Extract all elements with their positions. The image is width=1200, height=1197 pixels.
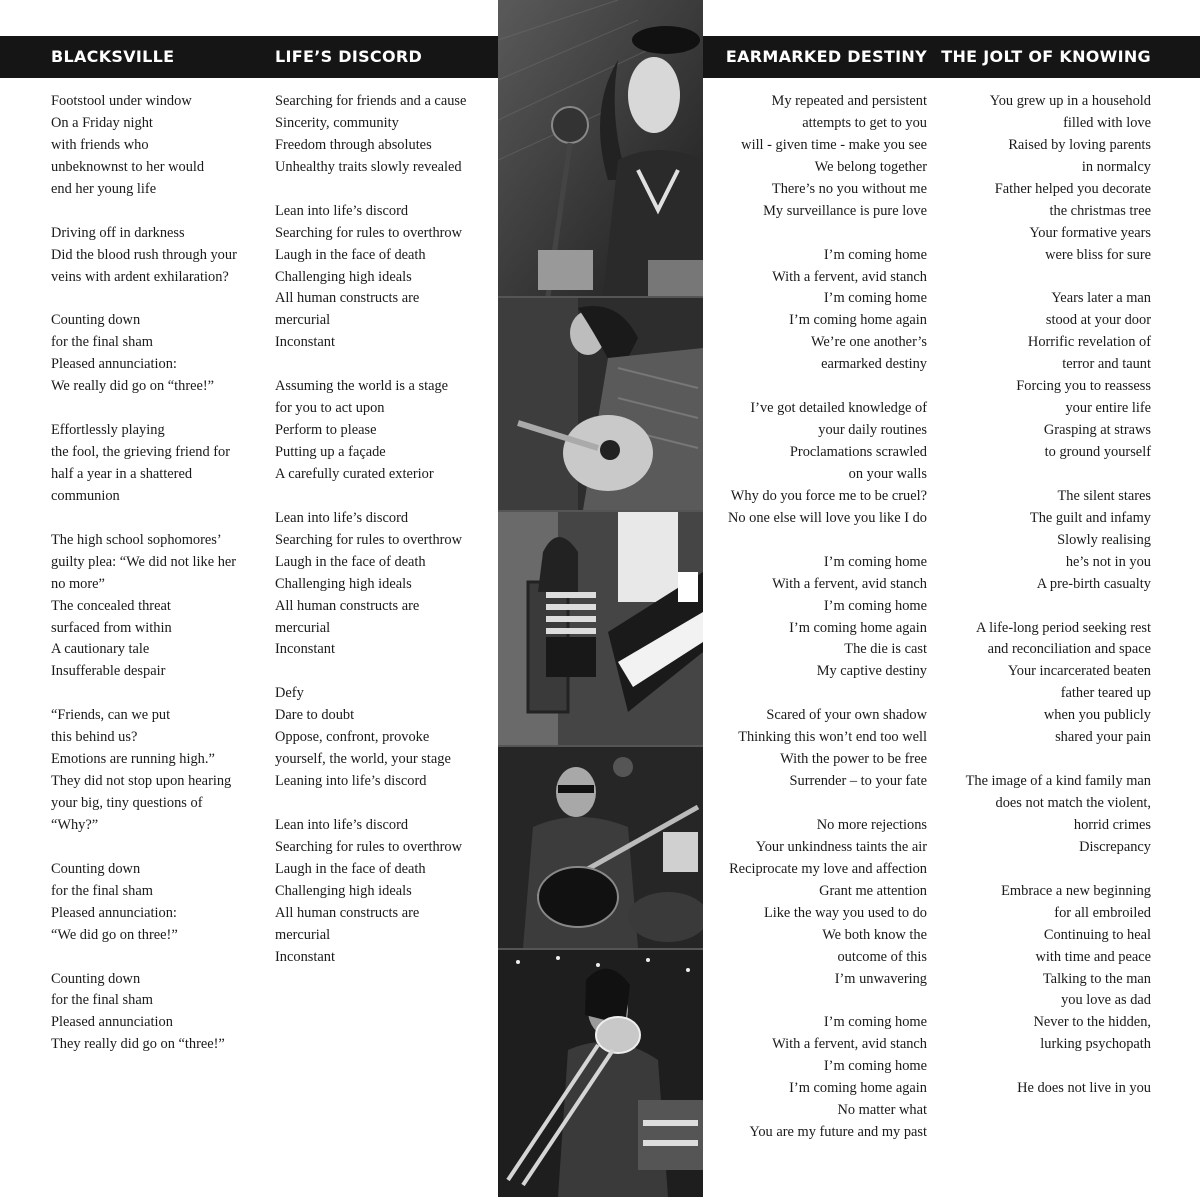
lyric-line: will - given time - make you see xyxy=(741,136,927,153)
photo-strip xyxy=(498,0,703,1197)
lyric-line: Challenging high ideals xyxy=(275,268,412,285)
lyric-line: yourself, the world, your stage xyxy=(275,751,451,768)
lyric-line: I’m unwavering xyxy=(834,970,927,987)
stanza-break xyxy=(275,486,493,508)
lyric-line: Embrace a new beginning xyxy=(1001,882,1151,899)
lyric-line: Oppose, confront, provoke xyxy=(275,729,430,746)
lyric-line: Sincerity, community xyxy=(275,114,399,131)
lyric-line: no more” xyxy=(51,575,105,592)
lyric-line: stood at your door xyxy=(1045,312,1151,329)
stanza-break xyxy=(51,201,271,223)
lyric-line: “We did go on three!” xyxy=(51,926,178,943)
stanza-break xyxy=(707,683,927,705)
lyric-line: Laugh in the face of death xyxy=(275,553,426,570)
lyric-line: Thinking this won’t end too well xyxy=(738,729,927,746)
lyric-line: shared your pain xyxy=(1055,729,1151,746)
lyric-line: Continuing to heal xyxy=(1043,926,1151,943)
lyric-line: outcome of this xyxy=(837,948,927,965)
stanza-break xyxy=(707,376,927,398)
stanza-break xyxy=(707,530,927,552)
lyric-line: terror and taunt xyxy=(1062,356,1151,373)
lyric-line: With a fervent, avid stanch xyxy=(772,268,927,285)
lyric-line: A pre-birth casualty xyxy=(1036,575,1151,592)
lyric-line: With the power to be free xyxy=(780,751,927,768)
lyric-line: Lean into life’s discord xyxy=(275,509,409,526)
lyric-line: mercurial xyxy=(275,926,331,943)
lyric-line: for all embroiled xyxy=(1054,904,1151,921)
lyrics-jolt-of-knowing xyxy=(940,91,1151,1100)
lyric-line: Putting up a façade xyxy=(275,444,386,460)
lyric-line: Assuming the world is a stage xyxy=(275,378,449,395)
title-lifes-discord: LIFE’S DISCORD xyxy=(275,47,423,66)
lyric-line: father teared up xyxy=(1060,685,1151,702)
lyric-line: Counting down xyxy=(51,970,141,987)
lyric-line: “Friends, can we put xyxy=(51,707,171,724)
lyric-line: Searching for rules to overthrow xyxy=(275,224,463,241)
title-blacksville: BLACKSVILLE xyxy=(51,47,175,66)
lyric-line: He does not live in you xyxy=(1017,1080,1151,1097)
lyric-line: There’s no you without me xyxy=(771,180,927,197)
lyric-line: horrid crimes xyxy=(1073,816,1151,833)
lyric-line: Counting down xyxy=(51,860,141,877)
lyric-line: I’m coming home again xyxy=(789,312,927,329)
lyric-line: My repeated and persistent xyxy=(771,93,927,109)
lyric-line: No one else will love you like I do xyxy=(727,509,927,526)
stanza-break xyxy=(940,749,1151,771)
lyric-line: “Why?” xyxy=(51,816,99,833)
lyric-line: to ground yourself xyxy=(1044,444,1151,460)
lyric-line: The guilt and infamy xyxy=(1029,509,1151,526)
lyric-line: the christmas tree xyxy=(1049,202,1151,219)
lyric-line: Searching for rules to overthrow xyxy=(275,531,463,548)
lyric-line: veins with ardent exhilaration? xyxy=(51,268,229,285)
lyric-line: for the final sham xyxy=(51,882,153,899)
lyric-line: I’m coming home xyxy=(823,290,927,307)
lyric-line: filled with love xyxy=(1063,114,1151,131)
lyric-line: The high school sophomores’ xyxy=(51,531,222,548)
lyric-line: Your formative years xyxy=(1029,224,1151,241)
lyric-line: On a Friday night xyxy=(51,114,153,131)
bassist-photo xyxy=(498,747,703,950)
lyric-line: attempts to get to you xyxy=(802,114,927,131)
lyric-line: No more rejections xyxy=(816,816,927,833)
lyric-line: A cautionary tale xyxy=(51,641,150,658)
lyric-line: I’m coming home xyxy=(823,1058,927,1075)
lyric-line: I’m coming home again xyxy=(789,1080,927,1097)
lyric-line: Years later a man xyxy=(1051,290,1151,307)
stanza-break xyxy=(940,859,1151,881)
lyric-line: does not match the violent, xyxy=(995,795,1151,811)
lyric-line: Discrepancy xyxy=(1079,838,1151,855)
pianist-photo xyxy=(498,512,703,747)
lyric-line: Inconstant xyxy=(275,334,335,351)
lyric-line: Like the way you used to do xyxy=(763,904,927,921)
lyric-line: unbeknownst to her would xyxy=(51,158,205,175)
stanza-break xyxy=(51,683,271,705)
lyric-line: mercurial xyxy=(275,619,331,636)
lyric-line: Freedom through absolutes xyxy=(275,136,432,153)
lyric-line: Never to the hidden, xyxy=(1033,1014,1151,1031)
lyric-line: for you to act upon xyxy=(275,400,385,417)
lyric-line: We belong together xyxy=(814,158,927,175)
lyric-line: lurking psychopath xyxy=(1040,1036,1151,1053)
lyric-line: on your walls xyxy=(848,465,927,482)
lyric-line: Grant me attention xyxy=(819,882,927,899)
lyric-line: We’re one another’s xyxy=(810,334,927,351)
lyric-line: Challenging high ideals xyxy=(275,882,412,899)
lyric-line: The silent stares xyxy=(1057,487,1151,504)
lyric-line: Father helped you decorate xyxy=(994,180,1151,197)
lyric-line: All human constructs are xyxy=(275,904,420,921)
lyric-line: for the final sham xyxy=(51,334,153,351)
lyric-line: With a fervent, avid stanch xyxy=(772,575,927,592)
lyric-line: Inconstant xyxy=(275,948,335,965)
lyric-line: guilty plea: “We did not like her xyxy=(51,553,237,570)
stanza-break xyxy=(940,1056,1151,1078)
lyric-line: Searching for rules to overthrow xyxy=(275,838,463,855)
lyric-line: and reconciliation and space xyxy=(987,641,1151,658)
stanza-break xyxy=(275,793,493,815)
lyric-line: You grew up in a household xyxy=(989,93,1151,109)
stanza-break xyxy=(51,837,271,859)
lyric-line: Lean into life’s discord xyxy=(275,816,409,833)
lyric-line: All human constructs are xyxy=(275,597,420,614)
lyric-line: with friends who xyxy=(51,136,149,153)
lyric-line: I’m coming home xyxy=(823,1014,927,1031)
lyric-line: A life-long period seeking rest xyxy=(975,619,1151,636)
lyric-line: Reciprocate my love and affection xyxy=(729,860,927,877)
lyric-line: were bliss for sure xyxy=(1045,246,1151,263)
lyric-line: communion xyxy=(51,487,120,504)
lyric-line: with time and peace xyxy=(1035,948,1151,965)
lyric-line: I’m coming home xyxy=(823,246,927,263)
lyric-line: Pleased annunciation: xyxy=(51,356,177,373)
lyric-line: Proclamations scrawled xyxy=(789,444,927,460)
lyric-line: Pleased annunciation: xyxy=(51,904,177,921)
lyrics-lifes-discord xyxy=(275,91,493,969)
stanza-break xyxy=(940,596,1151,618)
lyric-line: Scared of your own shadow xyxy=(766,707,927,724)
stanza-break xyxy=(51,947,271,969)
lyric-line: he’s not in you xyxy=(1065,553,1151,570)
lyric-line: Inconstant xyxy=(275,641,335,658)
lyric-line: Defy xyxy=(275,685,304,702)
lyric-line: I’m coming home again xyxy=(789,619,927,636)
lyric-line: half a year in a shattered xyxy=(51,465,193,482)
lyric-line: I’m coming home xyxy=(823,597,927,614)
stanza-break xyxy=(275,179,493,201)
lyric-line: Unhealthy traits slowly revealed xyxy=(275,158,462,175)
lyric-line: Your unkindness taints the air xyxy=(755,838,927,855)
lyric-line: Counting down xyxy=(51,312,141,329)
lyric-line: mercurial xyxy=(275,312,331,329)
lyric-line: Effortlessly playing xyxy=(51,422,165,439)
lyric-line: Driving off in darkness xyxy=(51,224,185,241)
lyric-line: Perform to please xyxy=(275,422,377,439)
stanza-break xyxy=(275,354,493,376)
lyric-line: My captive destiny xyxy=(816,663,927,680)
lyric-line: for the final sham xyxy=(51,992,153,1009)
lyric-line: My surveillance is pure love xyxy=(763,202,927,219)
lyric-line: Forcing you to reassess xyxy=(1016,378,1151,395)
title-jolt-of-knowing: THE JOLT OF KNOWING xyxy=(941,47,1151,66)
lyric-line: Dare to doubt xyxy=(275,707,355,724)
lyric-line: I’m coming home xyxy=(823,553,927,570)
lyric-line: Footstool under window xyxy=(51,93,192,109)
lyric-line: Raised by loving parents xyxy=(1008,136,1151,153)
lyric-line: your daily routines xyxy=(818,422,927,439)
lyric-line: All human constructs are xyxy=(275,290,420,307)
lyric-line: surfaced from within xyxy=(51,619,172,636)
title-earmarked-destiny: EARMARKED DESTINY xyxy=(725,47,927,66)
lyric-line: We really did go on “three!” xyxy=(51,378,215,395)
lyric-line: They did not stop upon hearing xyxy=(51,773,232,790)
stanza-break xyxy=(275,661,493,683)
lyric-line: The concealed threat xyxy=(51,597,171,614)
lyric-line: Horrific revelation of xyxy=(1027,334,1151,351)
lyric-line: Surrender – to your fate xyxy=(789,773,927,790)
lyric-line: Why do you force me to be cruel? xyxy=(730,487,927,504)
stanza-break xyxy=(940,267,1151,289)
lyric-line: You are my future and my past xyxy=(749,1124,927,1141)
trombonist-photo xyxy=(498,950,703,1197)
lyric-line: Lean into life’s discord xyxy=(275,202,409,219)
stanza-break xyxy=(707,223,927,245)
stanza-break xyxy=(51,288,271,310)
lyric-line: earmarked destiny xyxy=(821,356,927,373)
lyric-line: I’ve got detailed knowledge of xyxy=(750,400,927,417)
lyric-line: end her young life xyxy=(51,180,157,197)
stanza-break xyxy=(51,508,271,530)
lyric-line: They really did go on “three!” xyxy=(51,1036,225,1053)
stanza-break xyxy=(51,398,271,420)
lyric-line: Grasping at straws xyxy=(1043,422,1151,439)
lyric-line: Laugh in the face of death xyxy=(275,246,426,263)
lyric-line: Talking to the man xyxy=(1042,970,1151,987)
lyric-line: No matter what xyxy=(837,1102,927,1119)
lyric-line: A carefully curated exterior xyxy=(275,465,434,482)
lyric-line: your entire life xyxy=(1065,400,1151,417)
lyric-line: Laugh in the face of death xyxy=(275,860,426,877)
lyrics-earmarked-destiny xyxy=(707,91,927,1144)
lyric-line: Pleased annunciation xyxy=(51,1014,173,1031)
lyric-line: Emotions are running high.” xyxy=(51,751,215,768)
lyric-line: We both know the xyxy=(822,926,927,943)
lyric-line: Did the blood rush through your xyxy=(51,246,237,263)
lyric-line: when you publicly xyxy=(1043,707,1151,724)
lyric-line: Challenging high ideals xyxy=(275,575,412,592)
lyric-line: With a fervent, avid stanch xyxy=(772,1036,927,1053)
lyric-line: The image of a kind family man xyxy=(965,773,1151,790)
lyric-line: Slowly realising xyxy=(1057,531,1151,548)
lyrics-blacksville xyxy=(51,91,271,1056)
lyric-line: your big, tiny questions of xyxy=(51,795,203,811)
guitarist-photo xyxy=(498,298,703,512)
singer-photo xyxy=(498,0,703,298)
lyric-line: Searching for friends and a cause xyxy=(275,93,467,109)
lyric-line: this behind us? xyxy=(51,729,138,746)
stanza-break xyxy=(707,990,927,1012)
lyric-line: Insufferable despair xyxy=(51,663,166,680)
stanza-break xyxy=(940,464,1151,486)
lyric-line: you love as dad xyxy=(1061,992,1151,1009)
lyric-line: The die is cast xyxy=(844,641,927,658)
lyric-line: the fool, the grieving friend for xyxy=(51,444,231,460)
lyric-line: Your incarcerated beaten xyxy=(1007,663,1151,680)
stanza-break xyxy=(707,793,927,815)
lyric-line: Leaning into life’s discord xyxy=(275,773,427,790)
lyric-line: in normalcy xyxy=(1081,158,1151,175)
